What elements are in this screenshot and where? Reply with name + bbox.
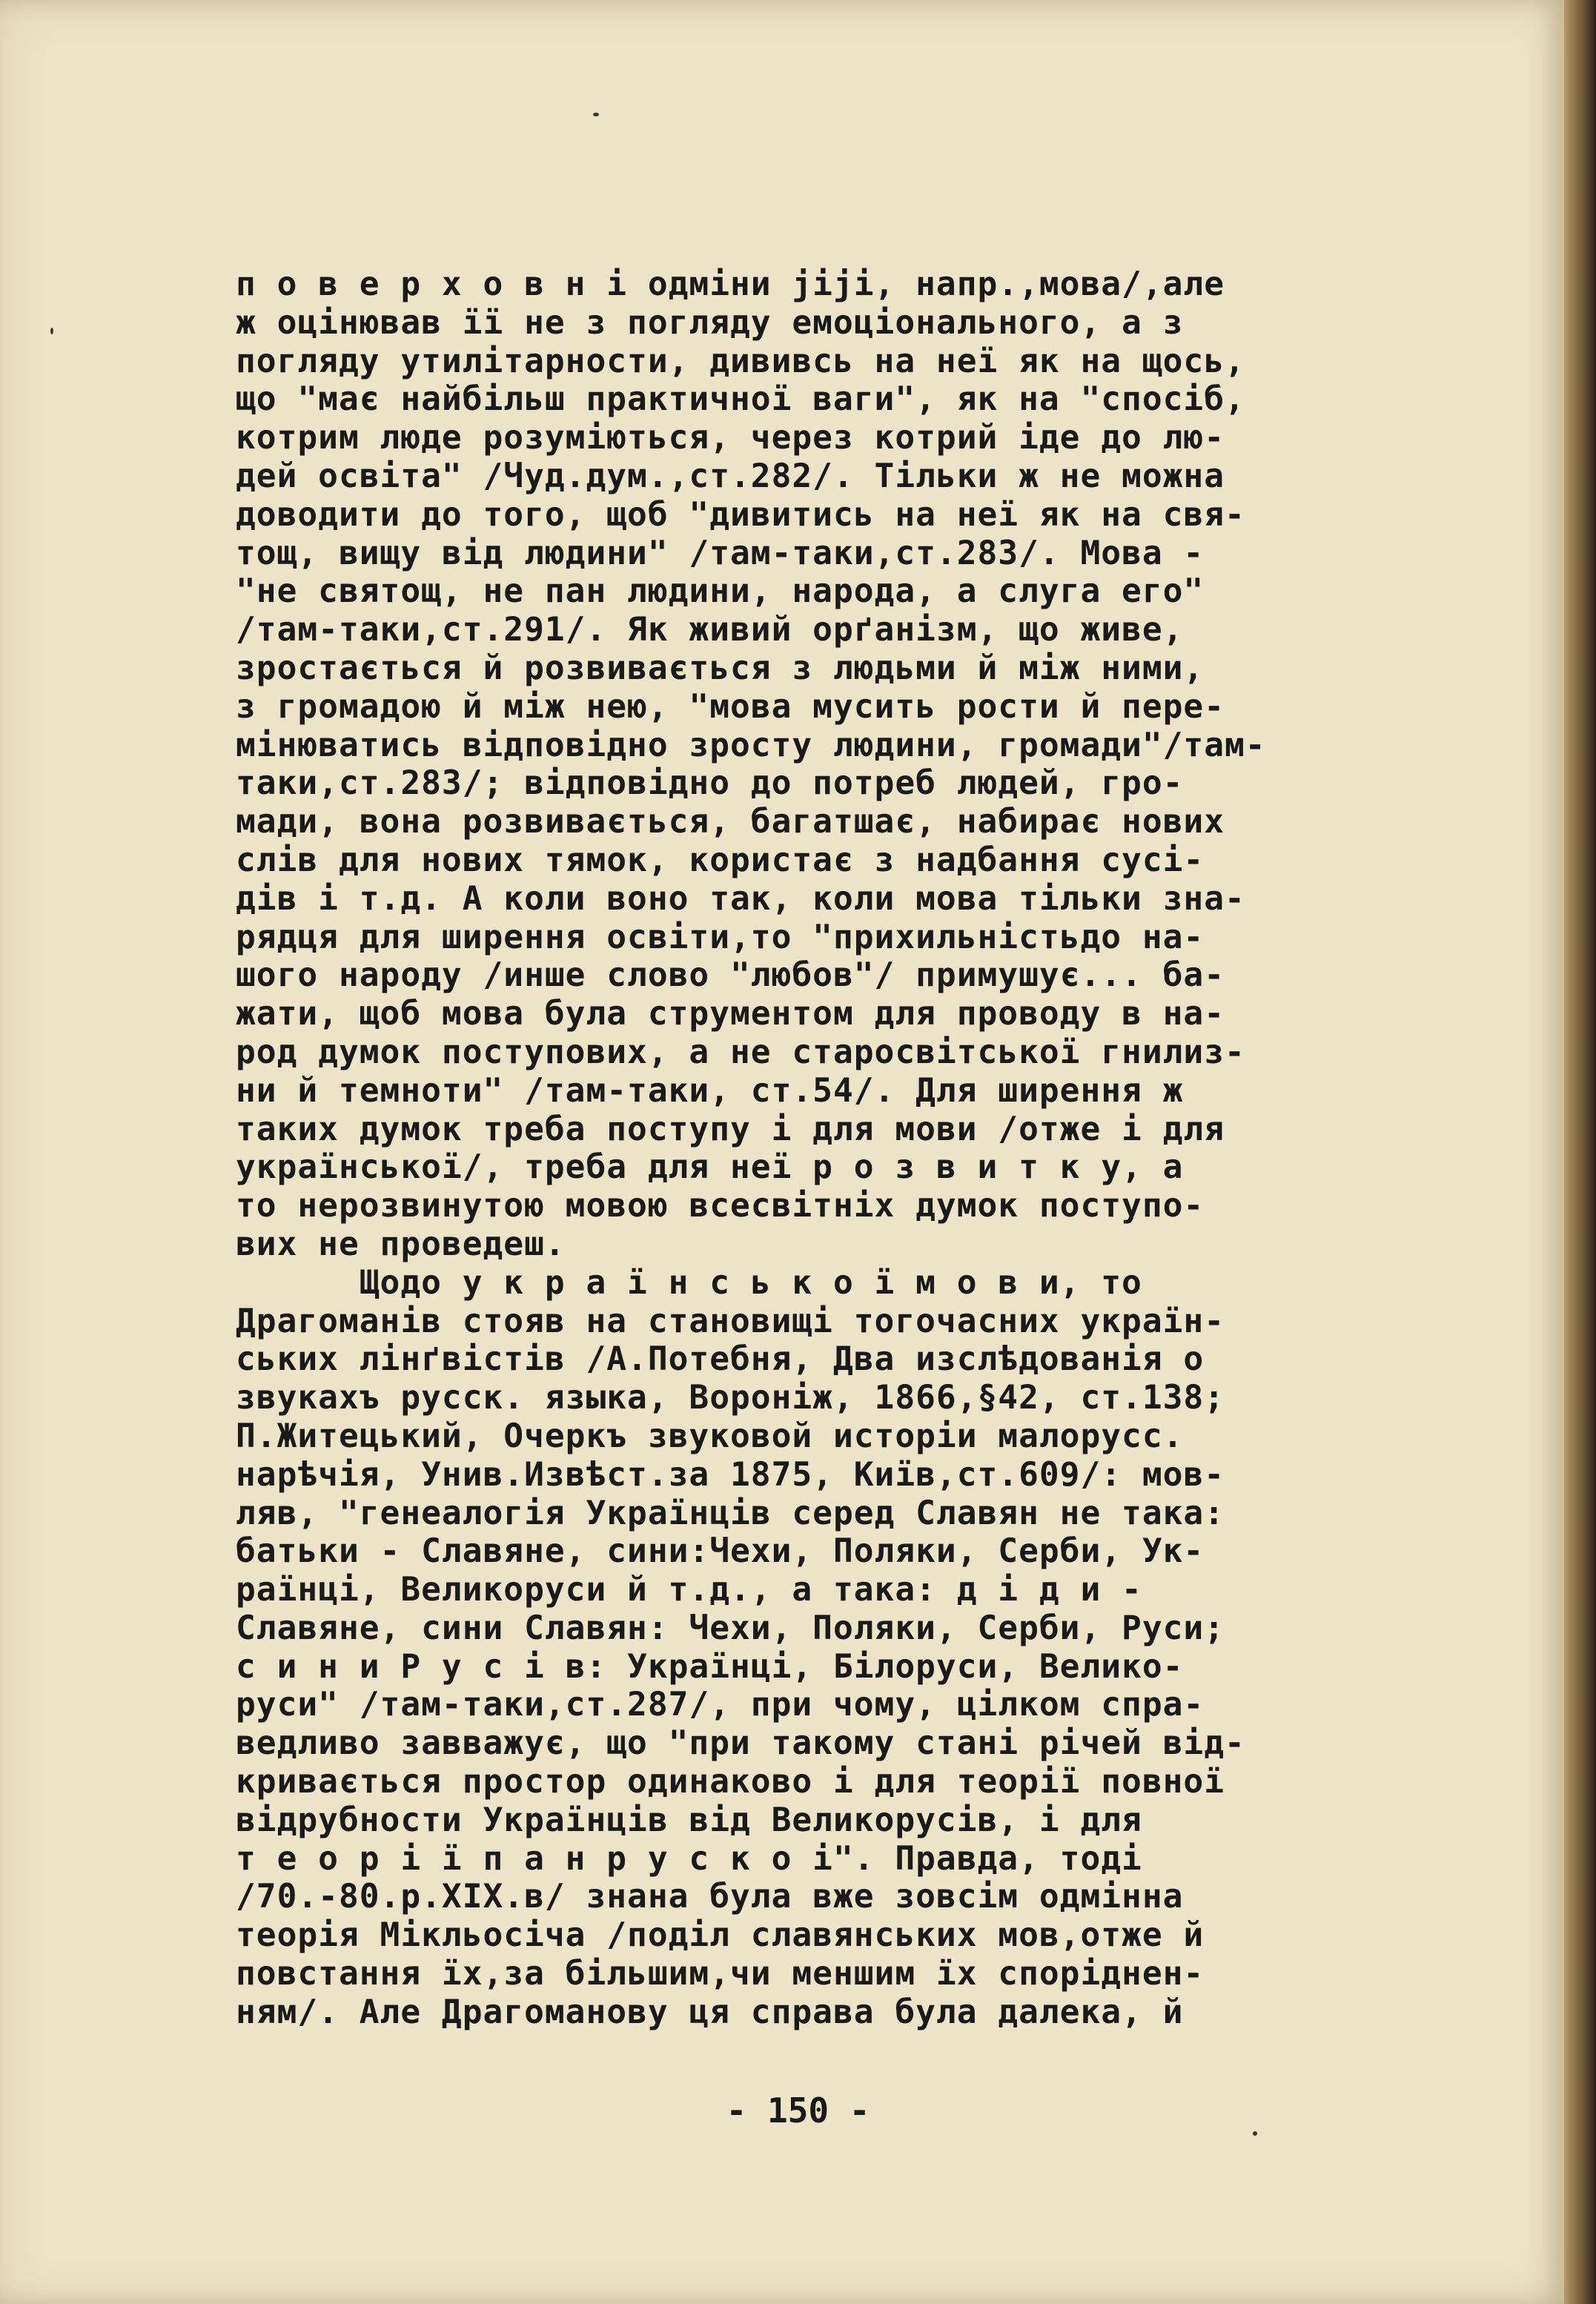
page-number: - 150 - [726,2091,870,2131]
text-line: п о в е р х о в н і одміни јіјі, напр.,мова/,але [236,265,1225,303]
text-line: кривається простор одинаково і для теорії повної [236,1763,1225,1801]
text-line: мади, вона розвивається, багатшає, набирає нових [236,803,1225,841]
text-line: с и н и Р у с і в: Українці, Білоруси, Велико- [236,1647,1184,1686]
text-line: Славяне, сини Славян: Чехи, Поляки, Серби, Руси; [236,1609,1225,1647]
text-line: /70.-80.р.XIX.в/ знана була вже зовсім одмінна [236,1878,1184,1916]
text-line: раїнці, Великоруси й т.д., а така: д і д и - [236,1571,1142,1609]
text-line: ведливо завважує, що "при такому стані річей від- [236,1724,1245,1763]
text-line: род думок поступових, а не старосвітської гнилиз- [236,1033,1245,1071]
ink-speck [593,113,599,116]
text-line: доводити до того, щоб "дивитись на неї як на свя- [236,495,1245,534]
text-line: ляв, "генеалогія Українців серед Славян не така: [236,1494,1225,1532]
ink-speck [50,328,53,334]
text-line: т е о р і ї п а н р у с к о і". Правда, тоді [236,1839,1142,1878]
text-line: повстання їх,за більшим,чи меншим їх споріднен- [236,1955,1205,1993]
text-line: мінюватись відповідно зросту людини, громади"/там- [236,726,1266,764]
text-line: шого народу /инше слово "любов"/ примушує... ба- [236,956,1225,995]
text-line: теорія Мікльосіча /поділ славянських мов,отже й [236,1916,1205,1955]
text-line: /там-таки,ст.291/. Як живий орґанізм, що живе, [236,611,1184,649]
text-line: нарѣчія, Унив.Извѣст.за 1875, Київ,ст.609/: мов- [236,1455,1225,1494]
text-line: зростається й розвивається з людьми й між ними, [236,649,1205,687]
text-line: Щодо у к р а ї н с ь к о ї м о в и, то [236,1263,1142,1302]
text-line: ж оцінював її не з погляду емоціонального, а з [236,303,1184,342]
text-line: котрим люде розуміються, через котрий іде до лю- [236,419,1225,457]
text-line: тощ, вищу від людини" /там-таки,ст.283/. Мова - [236,534,1205,572]
text-line: таки,ст.283/; відповідно до потреб людей, гро- [236,764,1184,803]
text-line: вих не проведеш. [236,1225,566,1263]
text-line: слів для нових тямок, користає з надбання сусі- [236,841,1205,879]
text-line: звукахъ русск. языка, Вороніж, 1866,§42, ст.138; [236,1379,1225,1417]
text-line: що "має найбільш практичної ваги", як на "спосіб, [236,380,1245,419]
ink-speck [1253,2131,1257,2136]
text-line: ських лінґвістів /А.Потебня, Два изслѣдованія о [236,1340,1205,1379]
book-spine-edge [1564,0,1596,2304]
text-line: відрубности Українців від Великорусів, і для [236,1801,1142,1839]
text-line: руси" /там-таки,ст.287/, при чому, цілком спра- [236,1686,1205,1724]
text-line: батьки - Славяне, сини:Чехи, Поляки, Серби, Ук- [236,1532,1205,1571]
text-line: погляду утилітарности, дививсь на неї як на щось, [236,342,1245,380]
text-line: П.Житецький, Очеркъ звуковой исторіи малорусс. [236,1417,1184,1455]
text-line: ням/. Але Драгоманову ця справа була далека, й [236,1993,1184,2031]
text-line: ни й темноти" /там-таки, ст.54/. Для ширення ж [236,1071,1184,1110]
text-line: української/, треба для неї р о з в и т к у, а [236,1148,1184,1187]
text-line: таких думок треба поступу і для мови /отже і для [236,1110,1225,1148]
text-line: "не святощ, не пан людини, народа, а слуга его" [236,572,1205,611]
text-line: дів і т.д. А коли воно так, коли мова тільки зна- [236,879,1245,918]
text-line: з громадою й між нею, "мова мусить рости й пере- [236,687,1225,726]
text-line: то нерозвинутою мовою всесвітніх думок поступо- [236,1187,1205,1225]
text-line: жати, щоб мова була струментом для проводу в на- [236,995,1225,1033]
text-line: дей освіта" /Чуд.дум.,ст.282/. Тільки ж не можна [236,457,1225,495]
text-line: рядця для ширення освіти,то "прихильністьдо на- [236,918,1205,956]
text-line: Драгоманів стояв на становищі тогочасних україн- [236,1302,1225,1340]
body-text [236,265,1451,2032]
